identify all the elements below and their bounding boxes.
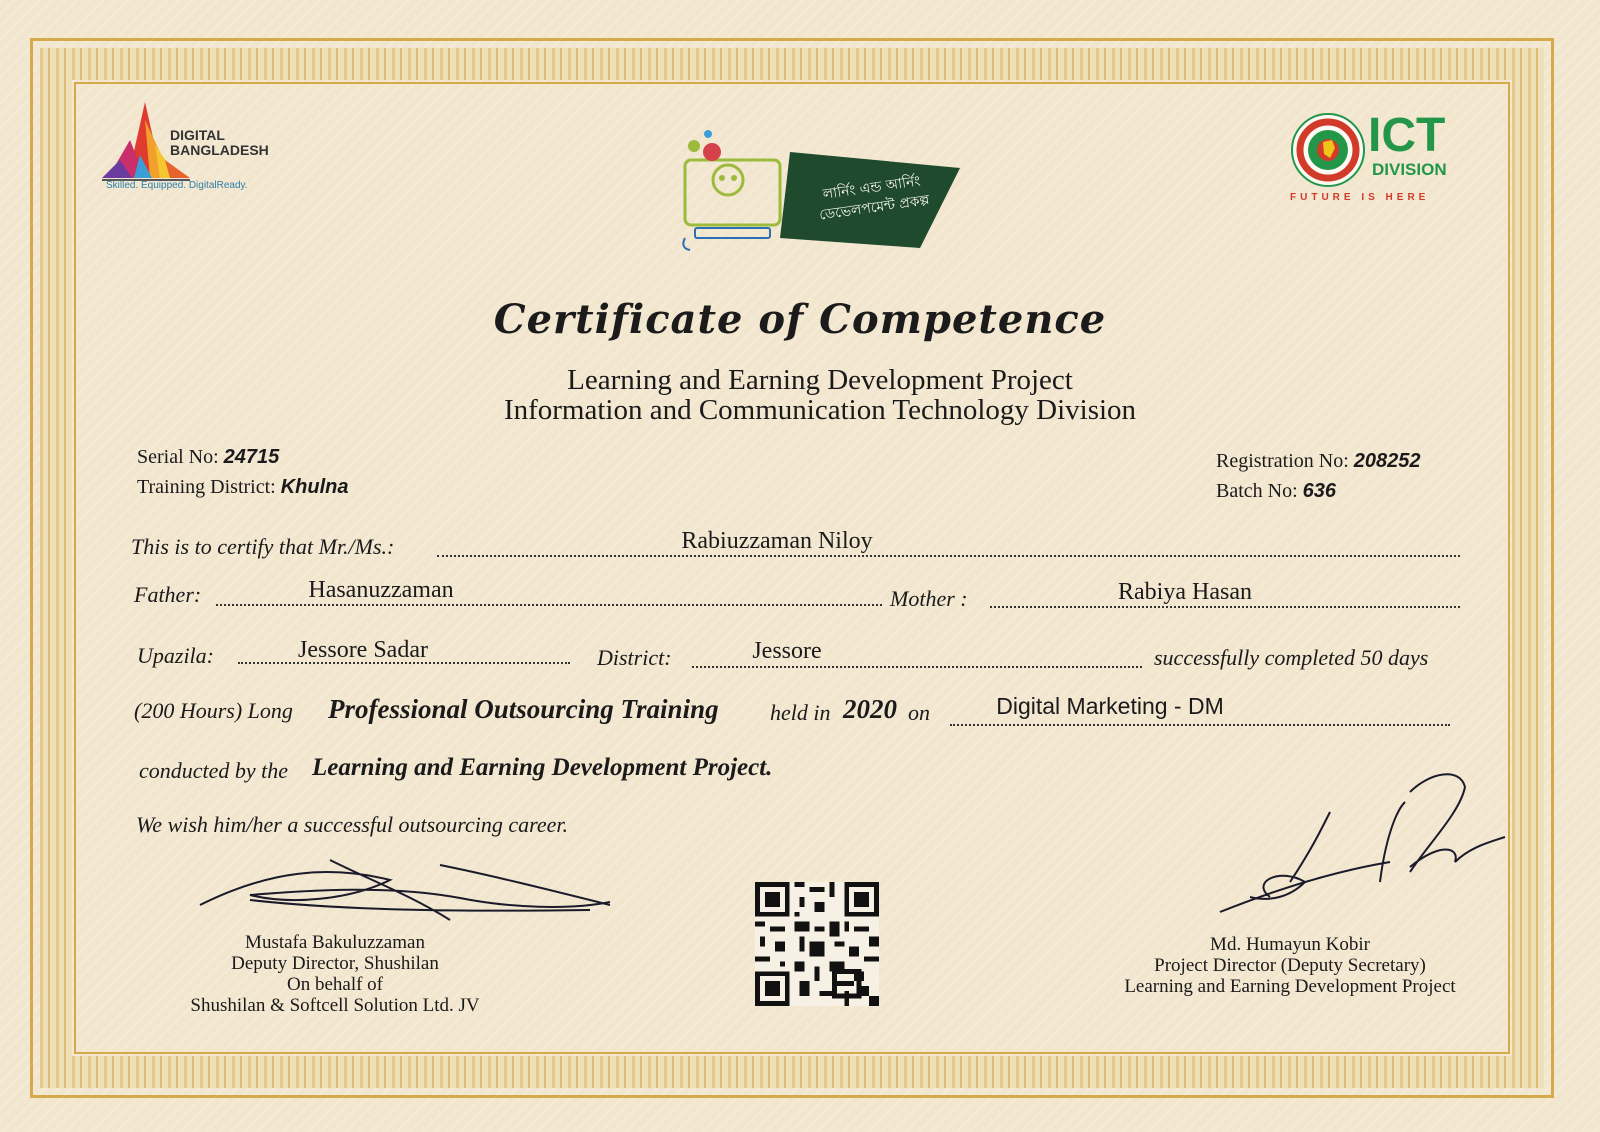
ict-logo-text: ICT bbox=[1368, 109, 1446, 162]
registration-label: Registration No: bbox=[1216, 450, 1349, 472]
upazila-label: Upazila: bbox=[137, 643, 214, 668]
right-signature bbox=[1210, 772, 1510, 922]
certify-label: This is to certify that Mr./Ms.: bbox=[131, 534, 395, 559]
recipient-name: Rabiuzzaman Niloy bbox=[681, 528, 873, 554]
father-name: Hasanuzzaman bbox=[308, 577, 454, 603]
registration-value: 208252 bbox=[1353, 450, 1421, 472]
upazila-value: Jessore Sadar bbox=[298, 637, 428, 663]
district-dotted-line bbox=[692, 666, 1142, 668]
district-value: Jessore bbox=[752, 638, 822, 664]
batch-value: 636 bbox=[1302, 480, 1337, 502]
right-signatory-org: Learning and Earning Development Project bbox=[1124, 976, 1456, 997]
right-signatory bbox=[1100, 934, 1480, 997]
subtitle-division: Information and Communication Technology Division bbox=[503, 394, 1137, 426]
left-signatory bbox=[140, 932, 530, 1016]
subtitle-project: Learning and Earning Development Project bbox=[567, 364, 1073, 396]
left-signatory-behalf: On behalf of bbox=[286, 974, 384, 995]
mother-label: Mother : bbox=[890, 586, 968, 611]
course-dotted-line bbox=[950, 724, 1450, 726]
digital-bangladesh-tagline: Skilled. Equipped. DigitalReady. bbox=[106, 180, 248, 191]
course-name: Digital Marketing - DM bbox=[996, 693, 1224, 719]
registration-number bbox=[1216, 450, 1421, 473]
right-signatory-title: Project Director (Deputy Secretary) bbox=[1154, 955, 1426, 976]
name-dotted-line bbox=[437, 555, 1460, 557]
held-in-text: held in bbox=[770, 700, 831, 725]
qr-code bbox=[755, 882, 879, 1006]
wish-text: We wish him/her a successful outsourcing career. bbox=[136, 812, 569, 837]
right-signatory-name: Md. Humayun Kobir bbox=[1210, 934, 1370, 955]
father-dotted-line bbox=[216, 604, 882, 606]
training-name: Professional Outsourcing Training bbox=[328, 694, 719, 724]
training-year: 2020 bbox=[843, 694, 897, 724]
training-district bbox=[137, 476, 349, 499]
mother-name: Rabiya Hasan bbox=[1118, 579, 1252, 605]
ict-tagline: FUTURE IS HERE bbox=[1290, 192, 1430, 203]
father-label: Father: bbox=[134, 582, 202, 607]
left-signatory-org: Shushilan & Softcell Solution Ltd. JV bbox=[190, 995, 480, 1016]
serial-value: 24715 bbox=[223, 446, 280, 468]
led-project-bangla-name: লার্নিং এন্ড আর্নিং ডেভেলপমেন্ট প্রকল্প bbox=[818, 173, 931, 224]
hours-text: (200 Hours) Long bbox=[134, 698, 293, 723]
bangladesh-govt-seal-icon bbox=[1290, 112, 1366, 188]
serial-label: Serial No: bbox=[137, 446, 219, 468]
on-text: on bbox=[908, 700, 930, 725]
completed-text: successfully completed 50 days bbox=[1154, 645, 1429, 670]
certificate-title: Certificate of Competence bbox=[493, 296, 1107, 343]
training-district-value: Khulna bbox=[280, 476, 349, 498]
mother-dotted-line bbox=[990, 606, 1460, 608]
left-signatory-name: Mustafa Bakuluzzaman bbox=[245, 932, 425, 953]
left-signatory-title: Deputy Director, Shushilan bbox=[231, 953, 439, 974]
left-signature bbox=[190, 850, 630, 930]
training-district-label: Training District: bbox=[137, 476, 276, 498]
conducted-by-text: conducted by the bbox=[139, 758, 289, 783]
district-label: District: bbox=[597, 645, 672, 670]
batch-label: Batch No: bbox=[1216, 480, 1298, 502]
project-name: Learning and Earning Development Project. bbox=[312, 754, 773, 781]
ict-division-text: DIVISION bbox=[1372, 160, 1447, 179]
batch-number bbox=[1216, 480, 1336, 503]
serial-number bbox=[137, 446, 279, 469]
digital-bangladesh-name: DIGITAL BANGLADESH bbox=[170, 127, 269, 158]
